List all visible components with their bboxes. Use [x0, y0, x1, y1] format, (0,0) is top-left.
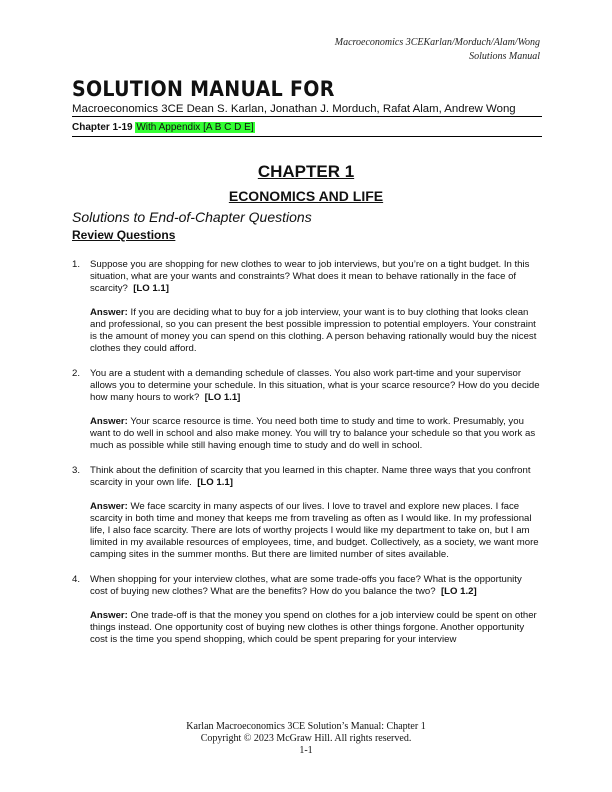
title-divider-top [72, 116, 542, 117]
question-number: 2. [72, 368, 81, 379]
footer-copyright: Copyright © 2023 McGraw Hill. All rights reserved. [200, 733, 412, 744]
question-list [72, 259, 540, 659]
question-text [90, 368, 540, 404]
question-body: You are a student with a demanding schedule of classes. You also work part-time and your supervisor allows you to determine your schedule. In this situation, what is your scarce resource? How do you decide how many hours to work? [90, 368, 540, 403]
review-questions-heading: Review Questions [72, 228, 176, 242]
appendix-highlight: With Appendix [A B C D E] [136, 122, 254, 133]
question-item [72, 465, 540, 561]
chapter-name: ECONOMICS AND LIFE [228, 188, 384, 204]
answer-label: Answer: [90, 307, 128, 318]
learning-objective: [LO 1.1] [197, 477, 233, 488]
question-number: 1. [72, 259, 81, 270]
question-body: Suppose you are shopping for new clothes to wear to job interviews, but you’re on a tight budget. In this situation, what are your wants and constraints? What does it mean to behave rationally in the face of scarcity? [90, 259, 530, 294]
answer-body: We face scarcity in many aspects of our lives. I love to travel and explore new places. I face scarcity in both time and money that keeps me from traveling as often as I would like. In my professional life, I also face scarcity. There are lots of worthy projects I would like my department to take on, but I am limited in my available resources of employees, time, and budget. Collectively, as a society, we want more camping sites in the summer months. But there are limited number of sites available. [90, 501, 539, 560]
answer-body: If you are deciding what to buy for a job interview, your want is to buy clothing that looks clean and professional, so you can present the best possible impression to potential employers. Your constraint is the amount of money you can spend on this clothing. A person behaving rationally would buy the nicest clothes they could afford. [90, 307, 537, 354]
running-header [335, 36, 540, 64]
learning-objective: [LO 1.1] [204, 392, 241, 403]
question-text [90, 465, 540, 489]
running-header-subtitle: Solutions Manual [469, 51, 540, 62]
answer-body: Your scarce resource is time. You need both time to study and time to work. Presumably, you want to do well in school and also make money. You will try to balance your schedule so that you work as much as possible while still having enough time to study and do well in school. [90, 416, 536, 451]
answer-text [90, 416, 540, 452]
question-item [72, 574, 540, 646]
question-item [72, 259, 540, 355]
chapter-range [72, 121, 255, 135]
question-body: When shopping for your interview clothes, what are some trade-offs you face? What is the opportunity cost of buying new clothes? What are the benefits? How do you balance the two? [90, 574, 522, 597]
title-divider-bottom [72, 136, 542, 137]
answer-text [90, 307, 540, 355]
footer-title: Karlan Macroeconomics 3CE Solution’s Manual: Chapter 1 [186, 721, 426, 732]
question-text [90, 259, 540, 295]
page-footer [0, 721, 612, 757]
running-header-title: Macroeconomics 3CEKarlan/Morduch/Alam/Wong [334, 37, 540, 48]
question-number: 3. [72, 465, 81, 476]
learning-objective: [LO 1.1] [133, 283, 169, 294]
answer-label: Answer: [90, 610, 128, 621]
page-number: 1-1 [299, 745, 313, 756]
question-item [72, 368, 540, 452]
question-number: 4. [72, 574, 81, 585]
question-text [90, 574, 540, 598]
answer-text [90, 501, 540, 561]
solutions-heading: Solutions to End-of-Chapter Questions [72, 209, 312, 225]
chapter-range-text: Chapter 1-19 [72, 122, 133, 133]
answer-body: One trade-off is that the money you spend on clothes for a job interview could be spent on other things instead. One opportunity cost of buying new clothes is other things forgone. Another opportunity cost is the time you spend shopping, which could be spent preparing for your interview [90, 610, 537, 645]
chapter-number: CHAPTER 1 [257, 162, 355, 181]
question-body: Think about the definition of scarcity that you learned in this chapter. Name three ways that you confront scarcity in your own life. [90, 465, 531, 488]
answer-label: Answer: [90, 416, 128, 427]
book-citation: Macroeconomics 3CE Dean S. Karlan, Jonathan J. Morduch, Rafat Alam, Andrew Wong [72, 103, 516, 115]
solution-manual-title: SOLUTION MANUAL FOR [72, 77, 335, 102]
answer-label: Answer: [90, 501, 128, 512]
learning-objective: [LO 1.2] [440, 586, 477, 597]
answer-text [90, 610, 540, 646]
